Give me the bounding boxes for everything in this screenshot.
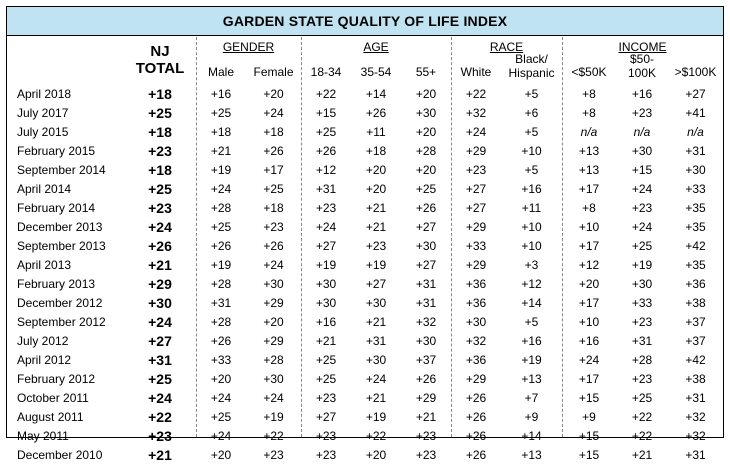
nj-total-cell: +21 — [148, 447, 172, 463]
income-50-100k-cell: +30 — [631, 277, 653, 291]
male-cell: +24 — [210, 391, 232, 405]
black-hispanic-cell: +5 — [524, 87, 539, 101]
age-35-54-cell: +20 — [365, 448, 387, 462]
white-cell: +29 — [465, 144, 487, 158]
age-18-34-cell: +31 — [315, 182, 337, 196]
female-cell: +18 — [263, 201, 284, 215]
female-cell: +18 — [263, 125, 284, 139]
female-cell: +24 — [263, 391, 284, 405]
white-cell: +29 — [465, 258, 487, 272]
female-cell: +25 — [263, 182, 284, 196]
female-cell: +17 — [263, 163, 284, 177]
age-35-54-cell: +21 — [365, 315, 387, 329]
nj-total-cell: +27 — [148, 333, 172, 349]
table-row — [7, 333, 723, 352]
age-55-plus-cell: +23 — [415, 429, 437, 443]
female-cell: +30 — [263, 277, 284, 291]
age-55-plus-cell: +26 — [415, 372, 437, 386]
nj-total-cell: +22 — [148, 409, 172, 425]
date-cell: July 2012 — [17, 334, 69, 348]
black-hispanic-header: Black/ Hispanic — [508, 52, 555, 80]
age-18-34-cell: +26 — [315, 144, 337, 158]
table-row — [7, 143, 723, 162]
income-50-100k-cell: +25 — [631, 239, 653, 253]
black-hispanic-cell: +16 — [521, 182, 542, 196]
income-over-100k-cell: +38 — [685, 372, 706, 386]
age-35-54-cell: +30 — [365, 296, 387, 310]
age-18-34-cell: +30 — [315, 277, 337, 291]
female-cell: +29 — [263, 334, 284, 348]
income-50-100k-cell: +24 — [631, 182, 653, 196]
white-cell: +36 — [465, 353, 487, 367]
income-50-100k-cell: +23 — [631, 201, 653, 215]
black-hispanic-cell: +13 — [521, 372, 542, 386]
nj-total-cell: +18 — [148, 162, 172, 178]
date-cell: April 2013 — [17, 258, 72, 272]
date-cell: April 2014 — [17, 182, 72, 196]
income-under-50k-cell: +17 — [578, 296, 600, 310]
table-row — [7, 219, 723, 238]
white-cell: +24 — [465, 125, 487, 139]
table-row — [7, 352, 723, 371]
income-under-50k-cell: +16 — [578, 334, 600, 348]
age-55-plus-cell: +20 — [415, 125, 437, 139]
age-55-plus-cell: +30 — [415, 106, 437, 120]
date-cell: September 2013 — [17, 239, 106, 253]
nj-total-cell: +31 — [148, 352, 172, 368]
date-cell: February 2012 — [17, 372, 96, 386]
income-over-100k-cell: +35 — [685, 201, 706, 215]
white-cell: +26 — [465, 391, 487, 405]
income-50-100k-cell: +28 — [631, 353, 653, 367]
nj-total-cell: +25 — [148, 371, 172, 387]
income-under-50k-cell: +13 — [578, 163, 600, 177]
male-cell: +16 — [210, 87, 232, 101]
age-18-34-cell: +25 — [315, 125, 337, 139]
table-row — [7, 371, 723, 390]
age-18-34-cell: +27 — [315, 410, 337, 424]
nj-total-cell: +24 — [148, 219, 172, 235]
male-cell: +28 — [210, 277, 232, 291]
table-row — [7, 238, 723, 257]
nj-total-label-2: TOTAL — [135, 60, 185, 77]
black-hispanic-cell: +6 — [524, 106, 539, 120]
age-35-54-cell: +27 — [365, 277, 387, 291]
age-18-34-cell: +25 — [315, 372, 337, 386]
female-cell: +22 — [263, 429, 284, 443]
male-cell: +25 — [210, 220, 232, 234]
table-row — [7, 295, 723, 314]
age-35-54-cell: +22 — [365, 429, 387, 443]
age-35-54-cell: +20 — [365, 163, 387, 177]
income-50-100k-header: $50- 100K — [627, 52, 657, 80]
age-18-34-cell: +23 — [315, 391, 337, 405]
income-over-100k-cell: +41 — [685, 106, 706, 120]
white-cell: +36 — [465, 277, 487, 291]
age-55-plus-cell: +29 — [415, 391, 437, 405]
date-cell: February 2013 — [17, 277, 96, 291]
black-hispanic-cell: +11 — [521, 201, 542, 215]
age-35-54-cell: +21 — [365, 220, 387, 234]
female-cell: +28 — [263, 353, 284, 367]
black-hispanic-cell: +14 — [521, 296, 542, 310]
table-row — [7, 409, 723, 428]
age-55-plus-cell: +21 — [415, 410, 437, 424]
male-cell: +20 — [210, 448, 232, 462]
age-35-54-cell: +30 — [365, 353, 387, 367]
income-over-100k-cell: +36 — [685, 277, 706, 291]
age-35-54-cell: +11 — [366, 125, 386, 139]
nj-total-cell: +25 — [148, 105, 172, 121]
age-55-plus-cell: +20 — [415, 87, 437, 101]
age-18-34-cell: +21 — [315, 334, 337, 348]
income-under-50k-cell: +9 — [582, 410, 596, 424]
male-cell: +21 — [210, 144, 232, 158]
age-18-34-cell: +25 — [315, 353, 337, 367]
age-55-plus-cell: +26 — [415, 201, 437, 215]
male-cell: +33 — [210, 353, 232, 367]
age-35-54-cell: +19 — [365, 258, 387, 272]
female-cell: +24 — [263, 106, 284, 120]
age-18-34-cell: +16 — [315, 315, 337, 329]
table-row — [7, 162, 723, 181]
income-under-50k-cell: +13 — [578, 144, 600, 158]
male-cell: +20 — [210, 372, 232, 386]
white-cell: +27 — [465, 201, 487, 215]
black-hispanic-cell: +13 — [521, 448, 542, 462]
income-over-100k-cell: +33 — [685, 182, 706, 196]
table-row — [7, 390, 723, 409]
date-cell: May 2011 — [17, 429, 69, 443]
income-50-100k-cell: +33 — [631, 296, 653, 310]
female-cell: +30 — [263, 372, 284, 386]
income-under-50k-cell: +20 — [578, 277, 600, 291]
male-cell: +18 — [210, 125, 232, 139]
age-18-34-cell: +23 — [315, 429, 337, 443]
white-cell: +29 — [465, 220, 487, 234]
age-18-34-cell: +27 — [315, 239, 337, 253]
black-hispanic-cell: +14 — [521, 429, 542, 443]
male-cell: +25 — [210, 106, 232, 120]
white-cell: +22 — [465, 87, 487, 101]
gender-group-header: GENDER — [222, 40, 275, 54]
income-over-100k-cell: +31 — [685, 448, 706, 462]
age-55-plus-cell: +23 — [415, 448, 437, 462]
age-35-54-cell: +31 — [365, 334, 387, 348]
nj-total-cell: +24 — [148, 390, 172, 406]
income-50-100k-cell: +24 — [631, 220, 653, 234]
age-35-54-cell: +18 — [365, 144, 387, 158]
white-cell: +30 — [465, 315, 487, 329]
table-title: GARDEN STATE QUALITY OF LIFE INDEX — [7, 7, 723, 36]
date-cell: September 2014 — [17, 163, 106, 177]
white-cell: +29 — [465, 372, 487, 386]
age-35-54-cell: +21 — [365, 201, 387, 215]
white-cell: +36 — [465, 296, 487, 310]
white-cell: +23 — [465, 163, 487, 177]
age-18-34-cell: +12 — [315, 163, 337, 177]
table-row — [7, 86, 723, 105]
male-cell: +24 — [210, 182, 232, 196]
date-cell: April 2018 — [17, 87, 72, 101]
female-cell: +23 — [263, 220, 284, 234]
black-hispanic-cell: +5 — [524, 315, 539, 329]
table-row — [7, 447, 723, 466]
income-over-100k-cell: +32 — [685, 429, 706, 443]
date-cell: August 2011 — [17, 410, 84, 424]
income-over-100k-cell: +37 — [685, 334, 706, 348]
income-over-100k-cell: +30 — [685, 163, 706, 177]
table-row — [7, 181, 723, 200]
male-cell: +28 — [210, 315, 232, 329]
table-row — [7, 200, 723, 219]
date-cell: July 2017 — [17, 106, 69, 120]
date-cell: February 2014 — [17, 201, 96, 215]
age-18-34-header: 18-34 — [310, 65, 342, 79]
age-55-plus-cell: +31 — [415, 277, 437, 291]
income-under-50k-cell: +10 — [578, 220, 600, 234]
white-cell: +26 — [465, 410, 487, 424]
income-over-100k-cell: +31 — [685, 144, 706, 158]
nj-total-cell: +18 — [148, 86, 172, 102]
male-cell: +24 — [210, 429, 232, 443]
nj-total-cell: +21 — [148, 257, 172, 273]
income-under-50k-cell: n/a — [580, 125, 598, 139]
nj-total-header — [127, 43, 193, 77]
income-under-50k-header: <$50K — [571, 65, 607, 79]
income-over-100k-cell: +27 — [685, 87, 706, 101]
age-55-plus-cell: +28 — [415, 144, 437, 158]
white-cell: +27 — [465, 182, 487, 196]
white-cell: +26 — [465, 448, 487, 462]
age-55-plus-cell: +30 — [415, 334, 437, 348]
quality-of-life-table — [6, 6, 724, 463]
age-55-plus-cell: +27 — [415, 220, 437, 234]
age-35-54-cell: +14 — [365, 87, 387, 101]
income-50-100k-cell: +22 — [631, 410, 653, 424]
age-55-plus-header: 55+ — [415, 65, 437, 79]
female-cell: +23 — [263, 448, 284, 462]
nj-total-cell: +26 — [148, 238, 172, 254]
black-hispanic-cell: +10 — [521, 220, 542, 234]
date-cell: October 2011 — [17, 391, 89, 405]
income-50-100k-cell: +15 — [631, 163, 653, 177]
income-under-50k-cell: +15 — [578, 448, 600, 462]
age-35-54-cell: +19 — [365, 410, 387, 424]
income-under-50k-cell: +12 — [578, 258, 600, 272]
income-group-header: INCOME — [618, 40, 667, 54]
black-hispanic-cell: +5 — [524, 125, 539, 139]
income-50-100k-cell: +19 — [631, 258, 653, 272]
age-35-54-cell: +20 — [365, 182, 387, 196]
age-18-34-cell: +19 — [315, 258, 337, 272]
female-cell: +26 — [263, 144, 284, 158]
income-under-50k-cell: +17 — [578, 239, 600, 253]
income-under-50k-cell: +10 — [578, 315, 600, 329]
age-35-54-cell: +24 — [365, 372, 387, 386]
income-over-100k-cell: +32 — [685, 410, 706, 424]
female-cell: +19 — [263, 410, 284, 424]
age-18-34-cell: +24 — [315, 220, 337, 234]
nj-total-cell: +24 — [148, 314, 172, 330]
race-group-header: RACE — [489, 40, 524, 54]
black-hispanic-cell: +12 — [521, 277, 542, 291]
age-18-34-cell: +30 — [315, 296, 337, 310]
income-50-100k-cell: +23 — [631, 372, 653, 386]
white-cell: +33 — [465, 239, 487, 253]
age-55-plus-cell: +25 — [415, 182, 437, 196]
income-under-50k-cell: +8 — [582, 201, 596, 215]
white-header: White — [460, 65, 492, 79]
black-hispanic-cell: +10 — [521, 144, 542, 158]
table-row — [7, 428, 723, 447]
income-under-50k-cell: +17 — [578, 182, 600, 196]
age-35-54-cell: +21 — [365, 391, 387, 405]
income-under-50k-cell: +8 — [582, 87, 596, 101]
male-cell: +28 — [210, 201, 232, 215]
female-cell: +20 — [263, 315, 284, 329]
male-cell: +26 — [210, 334, 232, 348]
age-18-34-cell: +22 — [315, 87, 337, 101]
table-row — [7, 257, 723, 276]
income-under-50k-cell: +24 — [578, 353, 600, 367]
nj-total-cell: +23 — [148, 428, 172, 444]
date-cell: December 2012 — [17, 296, 103, 310]
income-over-100k-cell: +37 — [685, 315, 706, 329]
age-35-54-cell: +26 — [365, 106, 387, 120]
female-cell: +26 — [263, 239, 284, 253]
male-header: Male — [207, 65, 234, 79]
white-cell: +26 — [465, 429, 487, 443]
income-50-100k-cell: +21 — [631, 448, 653, 462]
income-under-50k-cell: +8 — [582, 106, 596, 120]
income-over-100k-cell: +42 — [685, 353, 706, 367]
income-over-100k-cell: +35 — [685, 258, 706, 272]
date-cell: December 2010 — [17, 448, 103, 462]
date-cell: February 2015 — [17, 144, 96, 158]
age-55-plus-cell: +37 — [415, 353, 437, 367]
date-cell: September 2012 — [17, 315, 106, 329]
age-55-plus-cell: +27 — [415, 258, 437, 272]
income-50-100k-cell: +23 — [631, 315, 653, 329]
income-50-100k-cell: n/a — [633, 125, 651, 139]
age-35-54-header: 35-54 — [360, 65, 392, 79]
male-cell: +19 — [210, 258, 232, 272]
age-group-header: AGE — [363, 40, 389, 54]
age-55-plus-cell: +20 — [415, 163, 437, 177]
male-cell: +19 — [210, 163, 232, 177]
date-cell: December 2013 — [17, 220, 103, 234]
income-over-100k-header: >$100K — [674, 65, 717, 79]
male-cell: +26 — [210, 239, 232, 253]
female-cell: +20 — [263, 87, 284, 101]
income-over-100k-cell: +31 — [685, 391, 706, 405]
income-50-100k-cell: +30 — [631, 144, 653, 158]
nj-total-cell: +25 — [148, 181, 172, 197]
age-55-plus-cell: +30 — [415, 239, 437, 253]
age-55-plus-cell: +32 — [415, 315, 437, 329]
black-hispanic-cell: +7 — [524, 391, 539, 405]
income-over-100k-cell: +42 — [685, 239, 706, 253]
age-35-54-cell: +23 — [365, 239, 387, 253]
black-hispanic-cell: +10 — [521, 239, 542, 253]
black-hispanic-cell: +9 — [524, 410, 539, 424]
income-over-100k-cell: n/a — [687, 125, 704, 139]
age-18-34-cell: +23 — [315, 448, 337, 462]
female-cell: +29 — [263, 296, 284, 310]
female-header: Female — [253, 65, 294, 79]
income-over-100k-cell: +38 — [685, 296, 706, 310]
male-cell: +31 — [210, 296, 232, 310]
nj-total-cell: +29 — [148, 276, 172, 292]
income-over-100k-cell: +35 — [685, 220, 706, 234]
income-50-100k-cell: +31 — [631, 334, 653, 348]
table-row — [7, 105, 723, 124]
nj-total-cell: +18 — [148, 124, 172, 140]
table-row — [7, 124, 723, 143]
date-cell: July 2015 — [17, 125, 69, 139]
white-cell: +32 — [465, 334, 487, 348]
black-hispanic-cell: +5 — [524, 163, 539, 177]
age-55-plus-cell: +31 — [415, 296, 437, 310]
black-hispanic-cell: +16 — [521, 334, 542, 348]
white-cell: +32 — [465, 106, 487, 120]
nj-total-label-1: NJ — [150, 43, 170, 60]
income-50-100k-cell: +22 — [631, 429, 653, 443]
male-cell: +25 — [210, 410, 232, 424]
age-18-34-cell: +15 — [315, 106, 337, 120]
age-18-34-cell: +23 — [315, 201, 337, 215]
income-under-50k-cell: +15 — [578, 391, 600, 405]
table-row — [7, 314, 723, 333]
income-50-100k-cell: +23 — [631, 106, 653, 120]
income-under-50k-cell: +17 — [578, 372, 600, 386]
black-hispanic-cell: +19 — [521, 353, 542, 367]
date-cell: April 2012 — [17, 353, 72, 367]
nj-total-cell: +30 — [148, 295, 172, 311]
female-cell: +24 — [263, 258, 284, 272]
table-row — [7, 276, 723, 295]
nj-total-cell: +23 — [148, 200, 172, 216]
income-under-50k-cell: +15 — [578, 429, 600, 443]
nj-total-cell: +23 — [148, 143, 172, 159]
income-50-100k-cell: +16 — [631, 87, 653, 101]
income-50-100k-cell: +25 — [631, 391, 653, 405]
black-hispanic-cell: +3 — [524, 258, 539, 272]
